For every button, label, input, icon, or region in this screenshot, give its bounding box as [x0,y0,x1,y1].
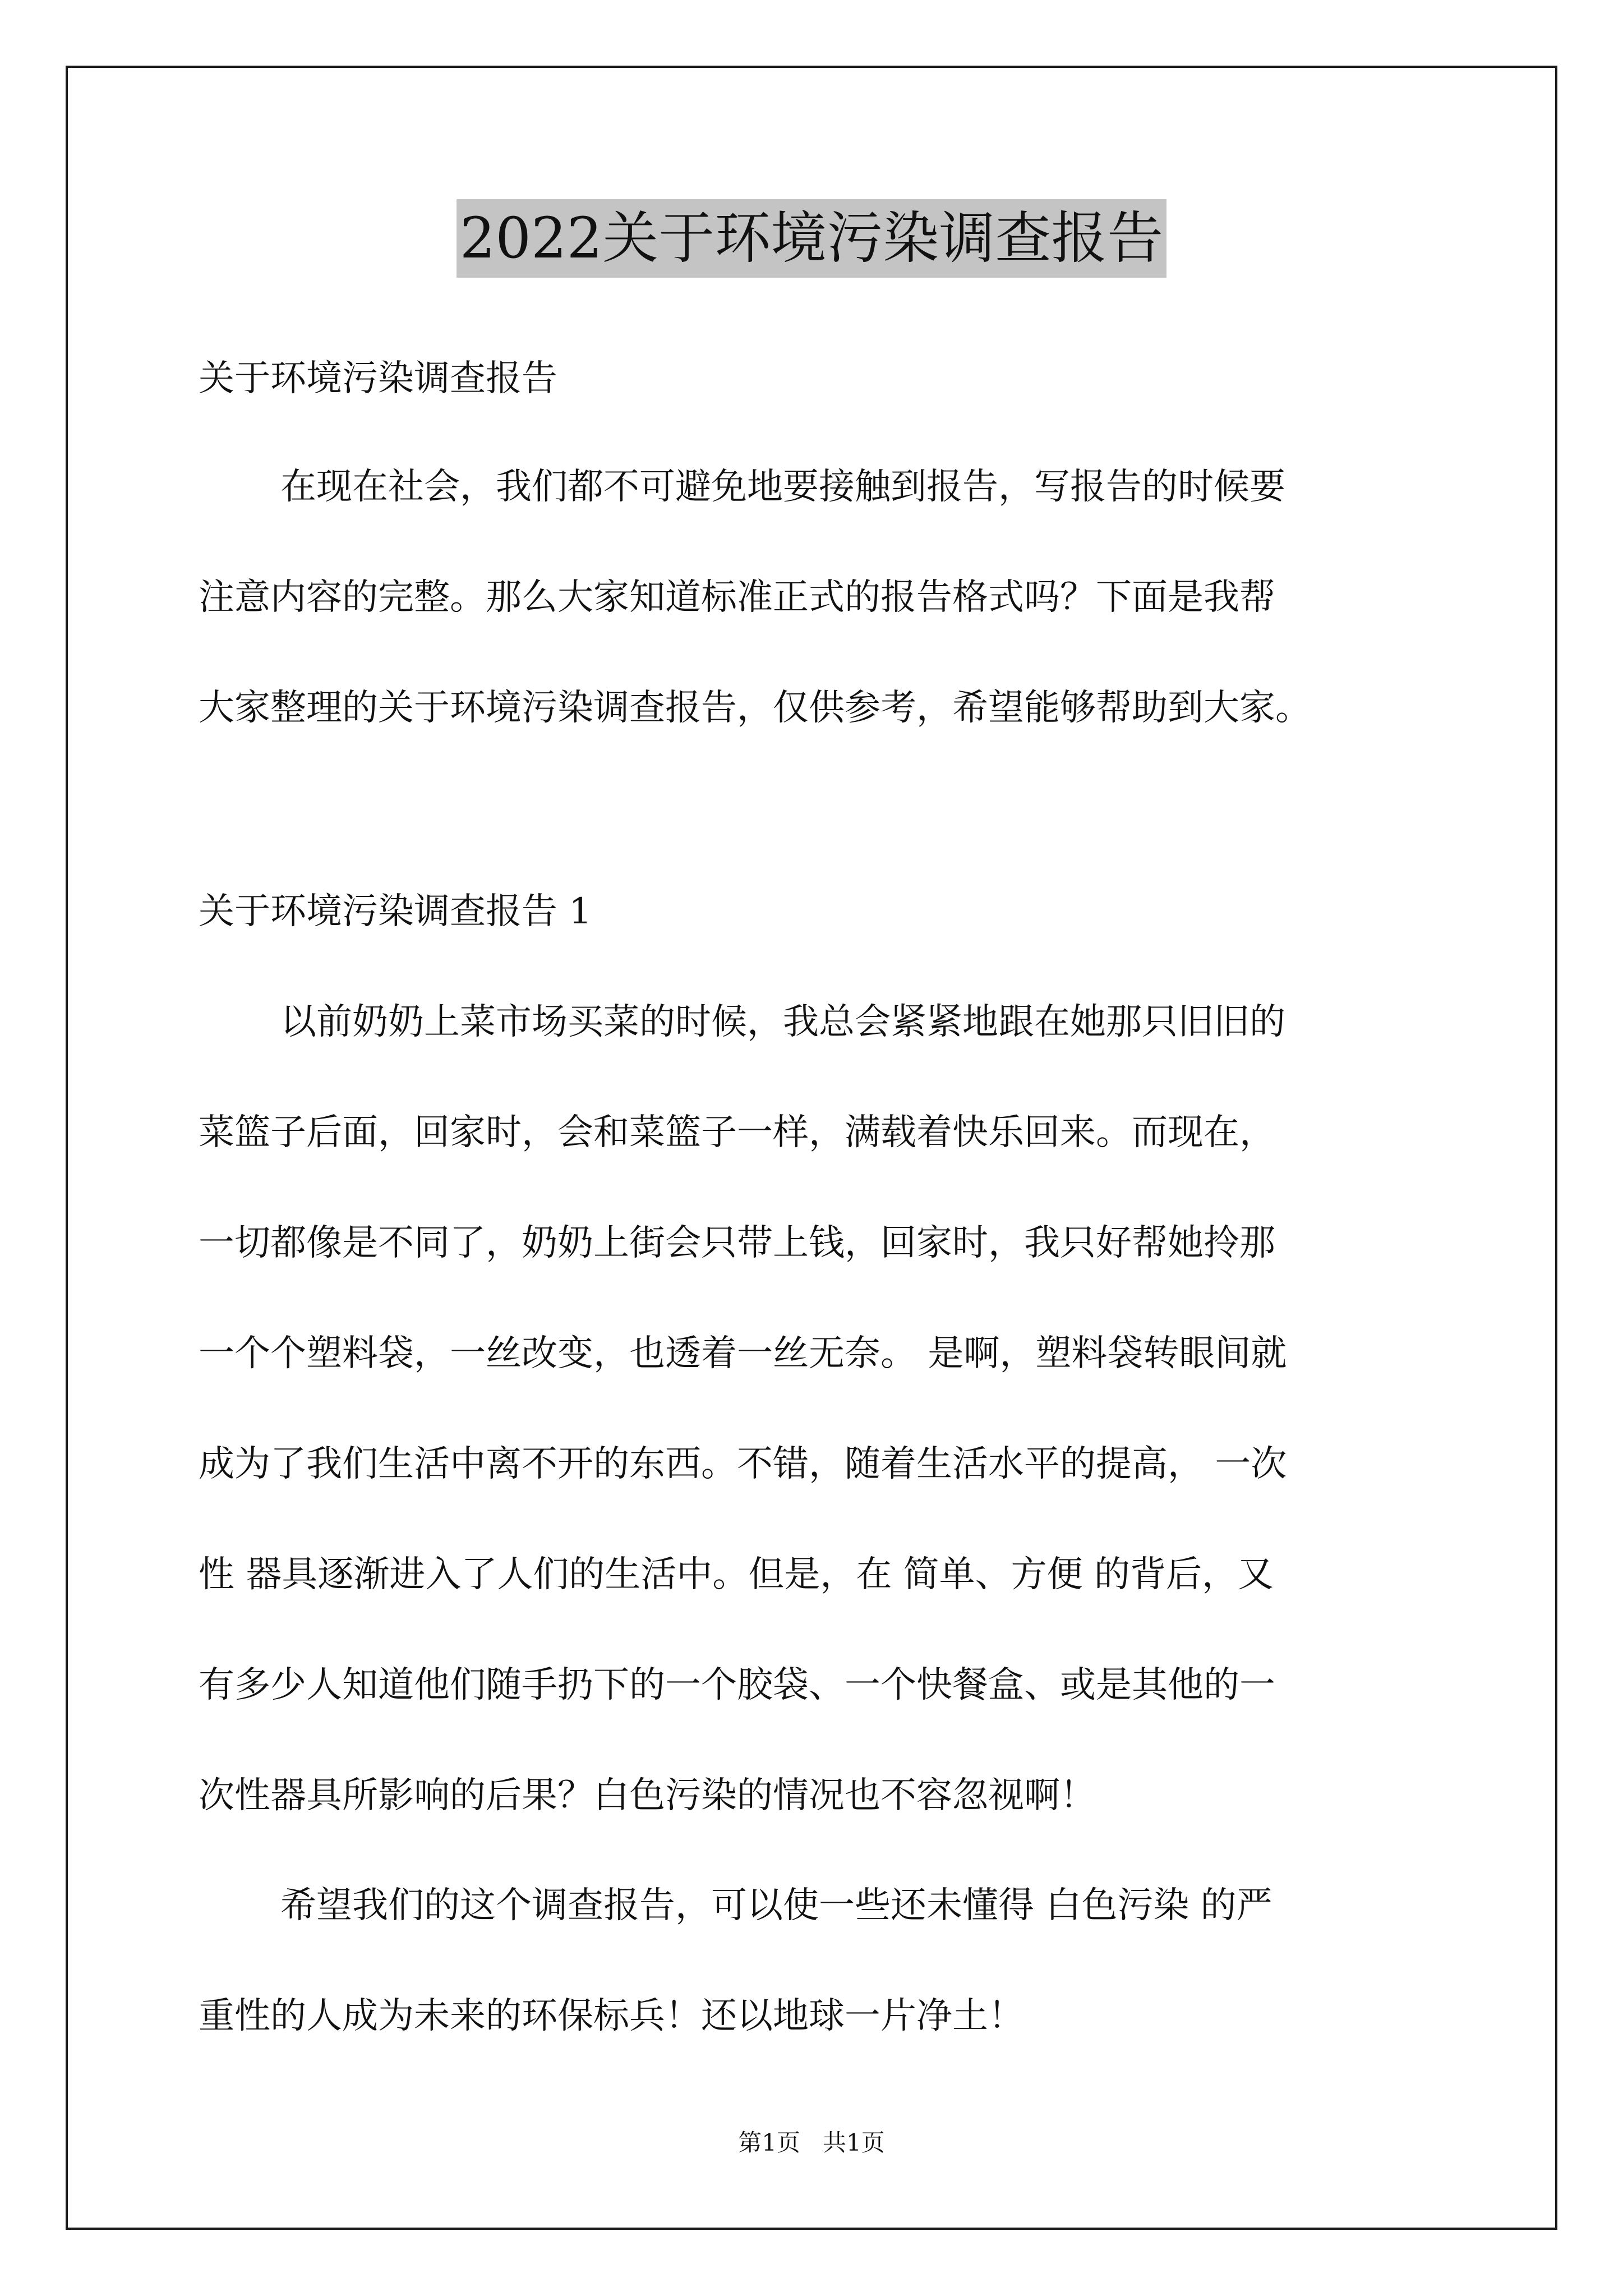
body-paragraph-line: 有多少人知道他们随手扔下的一个胶袋、一个快餐盒、或是其他的一 [199,1664,1275,1706]
body-paragraph-line: 一切都像是不同了，奶奶上街会只带上钱，回家时，我只好帮她拎那 [199,1222,1275,1264]
body-paragraph-line: 性 器具逐渐进入了人们的生活中。但是，在 简单、方便 的背后，又 [199,1554,1274,1595]
closing-paragraph-line: 重性的人成为未来的环保标兵！还以地球一片净土！ [199,1995,1024,2037]
document-title [0,199,1623,278]
closing-paragraph-line: 希望我们的这个调查报告，可以使一些还未懂得 白色污染 的严 [280,1885,1272,1926]
body-paragraph-line: 次性器具所影响的后果？白色污染的情况也不容忽视啊！ [199,1775,1096,1816]
body-paragraph-line: 以前奶奶上菜市场买菜的时候，我总会紧紧地跟在她那只旧旧的 [280,1001,1285,1043]
intro-paragraph-line: 在现在社会，我们都不可避免地要接触到报告，写报告的时候要 [280,466,1285,508]
page-footer: 第1页 共1页 [738,2129,885,2156]
intro-paragraph-line: 注意内容的完整。那么大家知道标准正式的报告格式吗？下面是我帮 [199,577,1275,618]
section-heading: 关于环境污染调查报告 1 [199,891,592,932]
document-subtitle: 关于环境污染调查报告 [199,358,557,399]
body-paragraph-line: 菜篮子后面，回家时，会和菜篮子一样，满载着快乐回来。而现在， [199,1112,1275,1153]
body-paragraph-line: 成为了我们生活中离不开的东西。不错，随着生活水平的提高， 一次 [199,1443,1287,1485]
body-paragraph-line: 一个个塑料袋，一丝改变，也透着一丝无奈。 是啊，塑料袋转眼间就 [199,1333,1287,1374]
document-title-text: 2022关于环境污染调查报告 [457,199,1167,278]
intro-paragraph-line: 大家整理的关于环境污染调查报告，仅供参考，希望能够帮助到大家。 [199,687,1311,729]
